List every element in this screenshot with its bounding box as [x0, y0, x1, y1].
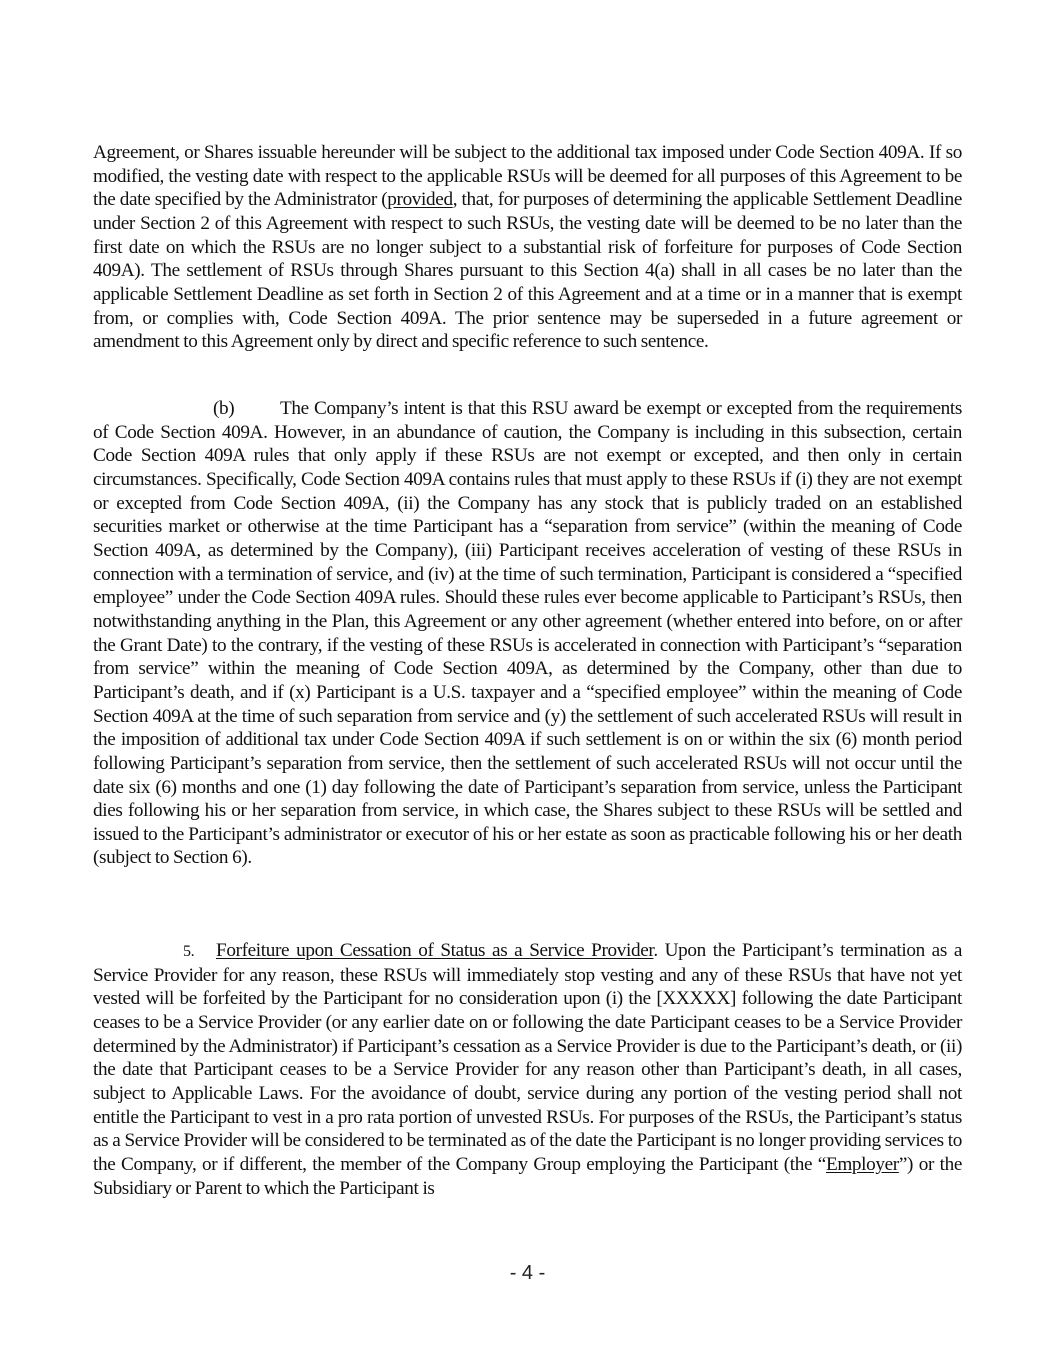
section-number: 5. — [183, 943, 195, 960]
paragraph-text: , that, for purposes of determining the applicable Settlement Deadline under Section 2 of this Agreement with respect to such RSUs, the vesting date will be deemed to be no later than the first date on which the RSUs are no longer subject to a substantial risk of forfeiture for purposes of Code Section 409A). The settlement of RSUs through Shares pursuant to this Section 4(a) shall in all cases be no later than the applicable Settlement Deadline as set forth in Section 2 of this Agreement and at a time or in a manner that is exempt from, or complies with, Code Section 409A. The prior sentence may be superseded in a future agreement or amendment to this Agreement only by direct and specific reference to such sentence. — [93, 189, 962, 353]
defined-term-provided: provided — [387, 189, 453, 211]
section-heading: Forfeiture upon Cessation of Status as a Service Provider — [216, 940, 654, 961]
subsection-label: (b) — [213, 398, 235, 419]
section-5 — [93, 939, 962, 1200]
paragraph-text: Agreement, or Shares issuable hereunder will be subject to the additional tax imposed under Code Section 409A. If so modified, the vesting date with respect to the applicable RSUs will be deemed for all purposes of this Agreement to be the date specified by the Administrator ( — [93, 142, 962, 211]
subsection-4b — [93, 397, 962, 870]
paragraph-4a-continuation — [93, 141, 962, 354]
subsection-text: The Company’s intent is that this RSU award be exempt or excepted from the requirements of Code Section 409A. However, in an abundance of caution, the Company is including in this subsection, certain Code Section 409A rules that only apply if these RSUs are not exempt or excepted, and then only in certain circumstances. Specifically, Code Section 409A contains rules that must apply to these RSUs if (i) they are not exempt or excepted from Code Section 409A, (ii) the Company has any stock that is publicly traded on an established securities market or otherwise at the time Participant has a “separation from service” (within the meaning of Code Section 409A, as determined by the Company), (iii) Participant receives acceleration of vesting of these RSUs in connection with a termination of service, and (iv) at the time of such termination, Participant is considered a “specified employee” under the Code Section 409A rules. Should these rules ever become applicable to Participant’s RSUs, then notwithstanding anything in the Plan, this Agreement or any other agreement (whether entered into before, on or after the Grant Date) to the contrary, if the vesting of these RSUs is accelerated in connection with Participant’s “separation from service” within the meaning of Code Section 409A, as determined by the Company, other than due to Participant’s death, and if (x) Participant is a U.S. taxpayer and a “specified employee” within the meaning of Code Section 409A at the time of such separation from service and (y) the settlement of such accelerated RSUs will result in the imposition of additional tax under Code Section 409A if such settlement is on or within the six (6) month period following Participant’s separation from service, then the settlement of such accelerated RSUs will not occur until the date six (6) months and one (1) day following the date of Participant’s separation from service, unless the Participant dies following his or her separation from service, in which case, the Shares subject to these RSUs will be settled and issued to the Participant’s administrator or executor of his or her estate as soon as practicable following his or her death (subject to Section 6). — [93, 398, 962, 869]
section-text: . Upon the Participant’s termination as a Service Provider for any reason, these RSUs will immediately stop vesting and any of these RSUs that have not yet vested will be forfeited by the Participant for no consideration upon (i) the [XXXXX] following the date Participant ceases to be a Service Provider (or any earlier date on or following the date Participant ceases to be a Service Provider determined by the Administrator) if Participant’s cessation as a Service Provider is due to the Participant’s death, or (ii) the date that Participant ceases to be a Service Provider for any reason other than Participant’s death, in all cases, subject to Applicable Laws. For the avoidance of doubt, service during any portion of the vesting period shall not entitle the Participant to vest in a pro rata portion of unvested RSUs. For purposes of the RSUs, the Participant’s status as a Service Provider will be considered to be terminated as of the date the Participant is no longer providing services to the Company, or if different, the member of the Company Group employing the Participant (the “ — [93, 940, 962, 1175]
page-number: - 4 - — [509, 1262, 546, 1284]
section-text: ”) or the Subsidiary or Parent to which the Participant is — [93, 1153, 963, 1199]
defined-term-employer: Employer — [825, 1153, 899, 1175]
